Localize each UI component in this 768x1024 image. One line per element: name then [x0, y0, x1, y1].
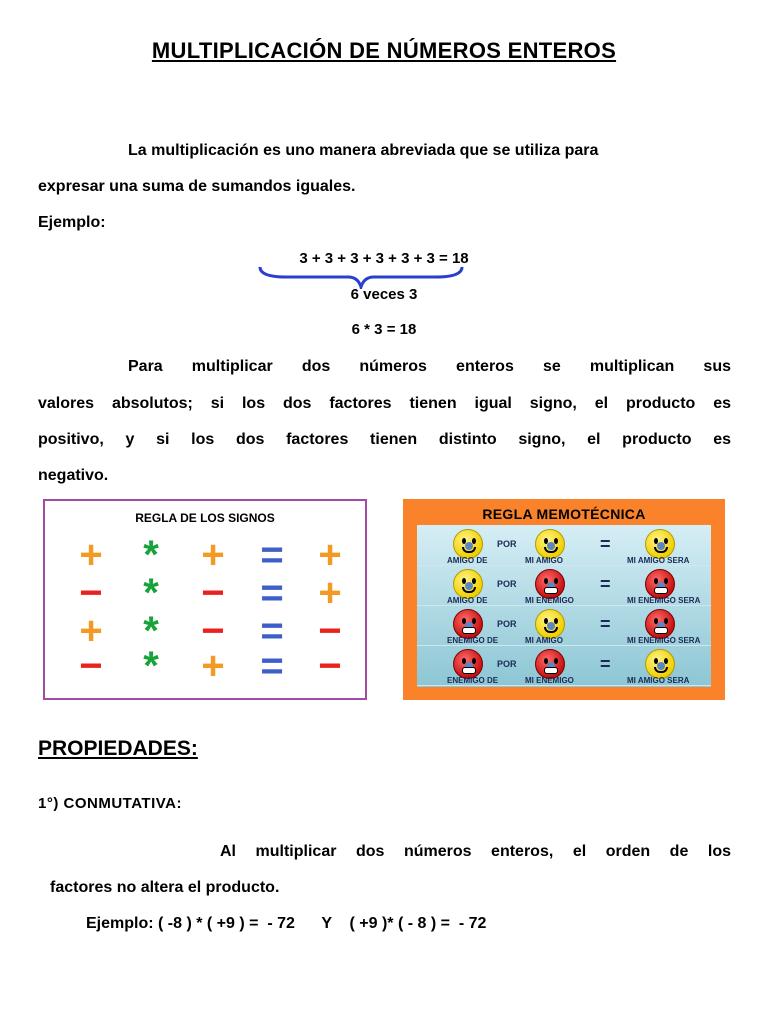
rule-line-4: negativo. — [38, 467, 109, 484]
memo-equals-sign: = — [600, 534, 611, 554]
friend-face-icon — [645, 529, 675, 559]
memo-label: MI ENEMIGO — [525, 676, 574, 685]
sign-r2-c4: = — [260, 571, 284, 615]
sign-r2-c2: * — [143, 571, 159, 615]
page-title: MULTIPLICACIÓN DE NÚMEROS ENTEROS — [151, 38, 617, 63]
sign-r1-c4: = — [260, 533, 284, 577]
memo-label: MI ENEMIGO SERA — [627, 596, 701, 605]
enemy-face-icon — [535, 569, 565, 599]
memo-table — [403, 499, 725, 700]
memo-por-label: POR — [497, 579, 517, 589]
memo-label: MI AMIGO SERA — [627, 676, 690, 685]
memo-label: AMIGO DE — [447, 556, 488, 565]
property-1-example: Ejemplo: ( -8 ) * ( +9 ) = - 72 Y ( +9 )* ( - 8 ) = - 72 — [86, 915, 487, 932]
property-1-line-1: Al multiplicar dos números enteros, el orden de los — [220, 843, 731, 860]
memo-por-label: POR — [497, 539, 517, 549]
sign-r4-c4: = — [260, 644, 284, 688]
rule-line-2: valores absolutos; si los dos factores tienen igual signo, el producto es — [38, 395, 731, 412]
sign-r1-c5: + — [318, 533, 342, 577]
rule-line-3: positivo, y si los dos factores tienen distinto signo, el producto es — [38, 431, 731, 448]
memo-label: MI ENEMIGO — [525, 596, 574, 605]
property-1-line-2: factores no altera el producto. — [50, 879, 280, 896]
sign-r3-c4: = — [260, 609, 284, 653]
sign-r3-c2: * — [143, 609, 159, 653]
sign-r4-c3: + — [201, 644, 225, 688]
sign-r2-c3: − — [201, 571, 225, 615]
memo-row — [417, 605, 711, 646]
memo-equals-sign: = — [600, 654, 611, 674]
enemy-face-icon — [645, 609, 675, 639]
memo-por-label: POR — [497, 619, 517, 629]
example-sum: 3 + 3 + 3 + 3 + 3 + 3 = 18 — [299, 250, 469, 267]
example-veces: 6 veces 3 — [350, 286, 418, 303]
friend-face-icon — [645, 649, 675, 679]
memo-panel — [417, 525, 711, 687]
sign-r1-c1: + — [79, 533, 103, 577]
memo-equals-sign: = — [600, 574, 611, 594]
sign-r1-c2: * — [143, 533, 159, 577]
sign-r3-c5: − — [318, 609, 342, 653]
memo-label: MI ENEMIGO SERA — [627, 636, 701, 645]
memo-label: MI AMIGO — [525, 636, 563, 645]
memo-por-label: POR — [497, 659, 517, 669]
property-1-title: 1°) CONMUTATIVA: — [38, 795, 182, 812]
enemy-face-icon — [453, 609, 483, 639]
friend-face-icon — [453, 529, 483, 559]
intro-line-2: expresar una suma de sumandos iguales. — [38, 178, 356, 195]
sign-r3-c3: − — [201, 609, 225, 653]
sign-r3-c1: + — [79, 609, 103, 653]
sign-r4-c1: − — [79, 644, 103, 688]
memo-label: AMIGO DE — [447, 596, 488, 605]
sign-r4-c2: * — [143, 644, 159, 688]
sign-r2-c5: + — [318, 571, 342, 615]
memo-table-title: REGLA MEMOTÉCNICA — [482, 506, 646, 522]
friend-face-icon — [535, 529, 565, 559]
friend-face-icon — [453, 569, 483, 599]
memo-label: MI AMIGO SERA — [627, 556, 690, 565]
example-product: 6 * 3 = 18 — [351, 321, 417, 338]
enemy-face-icon — [453, 649, 483, 679]
memo-row — [417, 525, 711, 566]
enemy-face-icon — [645, 569, 675, 599]
intro-line-1: La multiplicación es uno manera abreviada que se utiliza para — [128, 142, 599, 159]
signs-table — [43, 499, 367, 700]
sign-r2-c1: − — [79, 571, 103, 615]
memo-row — [417, 565, 711, 606]
sign-r4-c5: − — [318, 644, 342, 688]
memo-equals-sign: = — [600, 614, 611, 634]
memo-row — [417, 645, 711, 686]
memo-label: ENEMIGO DE — [447, 636, 499, 645]
signs-table-title: REGLA DE LOS SIGNOS — [135, 511, 275, 525]
memo-label: ENEMIGO DE — [447, 676, 499, 685]
enemy-face-icon — [535, 649, 565, 679]
properties-title: PROPIEDADES: — [38, 737, 198, 760]
memo-label: MI AMIGO — [525, 556, 563, 565]
sign-r1-c3: + — [201, 533, 225, 577]
rule-line-1: Para multiplicar dos números enteros se multiplican sus — [128, 358, 731, 375]
ejemplo-label: Ejemplo: — [38, 214, 106, 231]
friend-face-icon — [535, 609, 565, 639]
